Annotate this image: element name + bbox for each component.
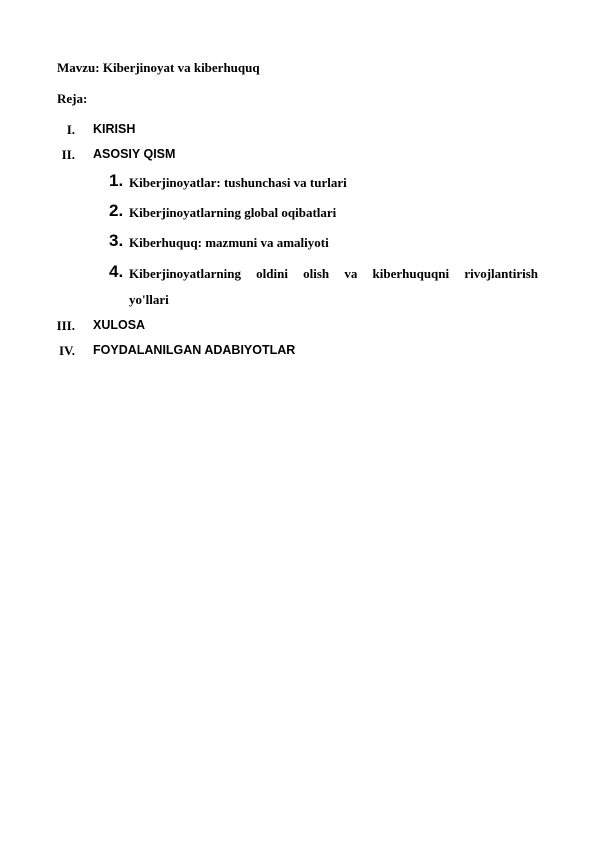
plan-heading: Reja: [57,91,88,106]
section-label: ASOSIY QISM [93,147,176,161]
subsection-label-line2: yo'llari [129,292,169,307]
section-number: IV. [58,343,75,358]
subsection-number: 3. [109,231,124,250]
topic-title: Mavzu: Kiberjinoyat va kiberhuquq [57,60,260,75]
subsection-label: Kiberjinoyatlarning global oqibatlari [129,205,337,220]
section-label: XULOSA [93,318,146,332]
section-label: KIRISH [93,122,136,136]
subsection-label: Kiberjinoyatlar: tushunchasi va turlari [129,175,347,190]
section-number: I. [66,122,75,137]
section-number: II. [61,147,75,162]
subsection-number: 4. [109,262,124,281]
subsection-label-line1: Kiberjinoyatlarning oldini olish va kiberhuquqni rivojlantirish [129,266,538,281]
subsection-label: Kiberhuquq: mazmuni va amaliyoti [129,235,329,250]
section-number: III. [56,318,75,333]
subsection-number: 1. [109,171,124,190]
subsection-number: 2. [109,201,124,220]
section-label: FOYDALANILGAN ADABIYOTLAR [93,343,296,357]
